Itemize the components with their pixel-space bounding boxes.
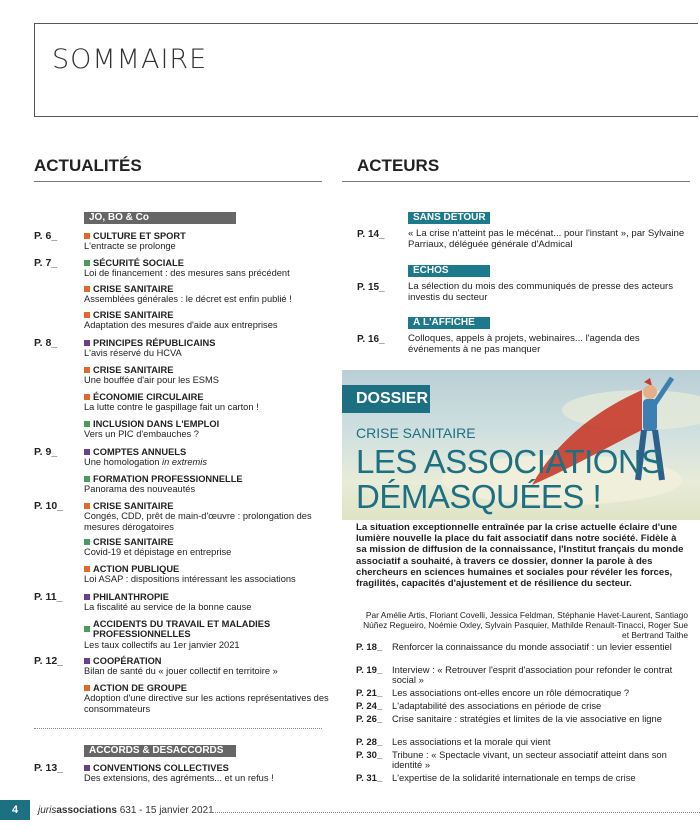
- entry-page: P. 14_: [357, 229, 385, 240]
- entry-subtitle: [84, 294, 329, 304]
- list-item: [84, 592, 329, 613]
- dossier-authors: Par Amélie Artis, Floriant Covelli, Jessica Feldman, Stéphanie Havet-Laurent, Santiago Núñez Regueiro, Noémie Oxley, Sylvain Pasquier, Mathilde Renault-Tinacci, Roger Sue et Bertrand Taithe: [363, 610, 688, 641]
- entry-category-label: CRISE SANITAIRE: [93, 537, 174, 547]
- section-heading-actualites: ACTUALITÉS: [34, 156, 142, 175]
- page-number: 4: [0, 800, 30, 820]
- entry-page: P. 15_: [357, 282, 385, 293]
- dotted-divider: [34, 728, 322, 729]
- dossier-item: Renforcer la connaissance du monde associatif : un levier essentiel: [392, 641, 672, 652]
- entry-subtitle-text: L'avis réservé du HCVA: [84, 348, 182, 359]
- entry-category: [84, 258, 329, 268]
- list-item: [84, 683, 329, 714]
- list-item: [84, 284, 329, 305]
- acteurs-text: Colloques, appels à projets, webinaires... l'agenda des événements à ne pas manquer: [408, 333, 640, 355]
- entry-category-label: ACTION DE GROUPE: [93, 683, 188, 693]
- orange-square-icon: [84, 566, 90, 572]
- entry-page: P. 11_: [34, 591, 63, 603]
- entry-category-label: ACTION PUBLIQUE: [93, 564, 180, 574]
- dossier-tab: DOSSIER: [342, 385, 430, 413]
- entry-category: [84, 763, 329, 773]
- entry-subtitle-text: La fiscalité au service de la bonne cause: [84, 602, 252, 613]
- entry-category: [84, 392, 329, 402]
- dossier-subtitle: CRISE SANITAIRE: [356, 425, 476, 441]
- orange-square-icon: [84, 685, 90, 691]
- entry-category: [84, 338, 329, 348]
- entry-category: [84, 231, 329, 241]
- green-square-icon: [84, 476, 90, 482]
- entry-category: [84, 683, 329, 693]
- purple-square-icon: [84, 594, 90, 600]
- green-square-icon: [84, 260, 90, 266]
- list-item: [84, 619, 329, 650]
- list-item: [84, 231, 329, 252]
- acteurs-band: SANS DÉTOUR: [408, 212, 490, 224]
- entry-subtitle: [84, 241, 329, 251]
- entry-subtitle-text: Bilan de santé du « jouer collectif en territoire »: [84, 666, 278, 677]
- entry-category: [84, 656, 329, 666]
- acteurs-text: La sélection du mois des communiqués de presse des acteurs investis du secteur: [408, 281, 674, 303]
- entry-subtitle: [84, 320, 329, 330]
- entry-category: [84, 501, 329, 511]
- acteurs-text: « La crise n'atteint pas le mécénat... pour l'instant », par Sylvaine Parriaux, déléguée générale d'Admical: [408, 228, 685, 250]
- entry-subtitle: [84, 511, 329, 532]
- list-item: [84, 537, 329, 558]
- entry-category: [84, 537, 329, 547]
- entry-page: P. 31_: [356, 773, 383, 784]
- list-item: [84, 474, 329, 495]
- band-jo-bo: JO, BO & Co: [84, 212, 236, 224]
- list-item: [84, 501, 329, 532]
- entry-subtitle: [84, 693, 329, 714]
- entry-subtitle-text: Des extensions, des agréments... et un refus !: [84, 773, 274, 784]
- entry-page: P. 30_: [356, 750, 383, 761]
- orange-square-icon: [84, 233, 90, 239]
- entry-category-label: CRISE SANITAIRE: [93, 365, 174, 375]
- entry-page: P. 28_: [356, 737, 383, 748]
- purple-square-icon: [84, 765, 90, 771]
- dossier-item: L'expertise de la solidarité internationale en temps de crise: [392, 772, 636, 783]
- actualites-list: [34, 230, 334, 714]
- entry-subtitle-text: Une homologation: [84, 457, 163, 468]
- entry-category-label: PRINCIPES RÉPUBLICAINS: [93, 338, 216, 348]
- entry-subtitle-text: Covid-19 et dépistage en entreprise: [84, 547, 232, 558]
- list-item: [84, 656, 329, 677]
- entry-category-label: CONVENTIONS COLLECTIVES: [93, 763, 229, 773]
- entry-subtitle-text: La lutte contre le gaspillage fait un carton !: [84, 402, 259, 413]
- purple-square-icon: [84, 658, 90, 664]
- entry-category-label: INCLUSION DANS L'EMPLOI: [93, 419, 220, 429]
- entry-category-label: CRISE SANITAIRE: [93, 310, 174, 320]
- entry-page: P. 21_: [356, 688, 383, 699]
- entry-page: P. 10_: [34, 500, 64, 512]
- entry-category: [84, 447, 329, 457]
- section-divider: [34, 181, 322, 182]
- acteurs-band: À L'AFFICHE: [408, 317, 490, 329]
- page-title: SOMMAIRE: [52, 44, 208, 75]
- entry-subtitle-text: Loi de financement : des mesures sans précédent: [84, 268, 290, 279]
- entry-subtitle-text: Adaptation des mesures d'aide aux entreprises: [84, 320, 278, 331]
- dossier-item: Tribune : « Spectacle vivant, un secteur associatif atteint dans son identité »: [392, 749, 667, 771]
- entry-category-label: SÉCURITÉ SOCIALE: [93, 258, 184, 268]
- entry-page: P. 12_: [34, 655, 64, 667]
- purple-square-icon: [84, 449, 90, 455]
- entry-subtitle-text: Adoption d'une directive sur les actions représentatives des consommateurs: [84, 693, 329, 714]
- dossier-title-line1: LES ASSOCIATIONS: [356, 443, 663, 480]
- list-item: [84, 310, 329, 331]
- list-item: [84, 365, 329, 386]
- dossier-item: L'adaptabilité des associations en période de crise: [392, 700, 602, 711]
- entry-page: P. 24_: [356, 701, 383, 712]
- accords-list: [34, 763, 334, 793]
- entry-subtitle-text: Assemblées générales : le décret est enfin publié !: [84, 294, 292, 305]
- entry-category-label: CRISE SANITAIRE: [93, 501, 174, 511]
- section-heading-acteurs: ACTEURS: [357, 156, 440, 175]
- entry-page: P. 8_: [34, 337, 58, 349]
- entry-subtitle: [84, 375, 329, 385]
- entry-subtitle: [84, 547, 329, 557]
- orange-square-icon: [84, 286, 90, 292]
- entry-page: P. 6_: [34, 230, 58, 242]
- footer-issue: [38, 805, 214, 816]
- entry-subtitle-text: Une bouffée d'air pour les ESMS: [84, 375, 219, 386]
- entry-category: [84, 365, 329, 375]
- list-item: [84, 763, 329, 784]
- orange-square-icon: [84, 503, 90, 509]
- dossier-intro: La situation exceptionnelle entraînée par la crise actuelle éclaire d'une lumière nouvelle la place du fait associatif dans notre société. Fidèle à sa mission de diffusion de la connaissance, l'Institut français du monde associatif a souhaité, à travers ce dossier, donner la parole à des chercheurs en sciences humaines et sociales pour révéler les forces, fragilités, capacités d'ajustement et de résilience du secteur.: [356, 522, 684, 590]
- entry-category: [84, 310, 329, 320]
- entry-subtitle: [84, 457, 329, 467]
- list-item: [84, 338, 329, 359]
- brand-associations: associations: [56, 805, 117, 816]
- section-divider: [342, 181, 690, 182]
- entry-subtitle: [84, 574, 329, 584]
- entry-category: [84, 564, 329, 574]
- entry-subtitle: [84, 402, 329, 412]
- entry-category: [84, 474, 329, 484]
- entry-page: P. 26_: [356, 714, 383, 725]
- entry-page: P. 19_: [356, 665, 383, 676]
- entry-subtitle: [84, 666, 329, 676]
- entry-category-label: CRISE SANITAIRE: [93, 284, 174, 294]
- list-item: [84, 392, 329, 413]
- list-item: [84, 258, 329, 279]
- acteurs-band: ÉCHOS: [408, 265, 490, 277]
- entry-category: [84, 592, 329, 602]
- entry-subtitle: [84, 484, 329, 494]
- entry-page: P. 16_: [357, 334, 385, 345]
- dossier-list: [356, 642, 696, 792]
- dossier-item: Les associations ont-elles encore un rôle démocratique ?: [392, 687, 630, 698]
- entry-category: [84, 284, 329, 294]
- entry-category-label: ÉCONOMIE CIRCULAIRE: [93, 392, 204, 402]
- entry-category: [84, 419, 329, 429]
- entry-subtitle: [84, 773, 329, 783]
- green-square-icon: [84, 626, 90, 632]
- entry-subtitle-italic: in extremis: [162, 457, 207, 468]
- orange-square-icon: [84, 312, 90, 318]
- entry-category-label: PHILANTHROPIE: [93, 592, 169, 602]
- orange-square-icon: [84, 394, 90, 400]
- purple-square-icon: [84, 340, 90, 346]
- entry-subtitle: [84, 268, 329, 278]
- brand-juris: juris: [38, 805, 57, 816]
- entry-subtitle: [84, 348, 329, 358]
- entry-page: P. 7_: [34, 257, 58, 269]
- entry-category-label: CULTURE ET SPORT: [93, 231, 186, 241]
- band-accords: ACCORDS & DÉSACCORDS: [84, 745, 236, 757]
- green-square-icon: [84, 539, 90, 545]
- dossier-item: Les associations et la morale qui vient: [392, 736, 551, 747]
- list-item: [84, 564, 329, 585]
- list-item: [84, 447, 329, 468]
- list-item: [84, 419, 329, 440]
- acteurs-list: [357, 212, 692, 362]
- entry-category-label: ACCIDENTS DU TRAVAIL ET MALADIES PROFESSIONNELLES: [93, 619, 271, 640]
- green-square-icon: [84, 421, 90, 427]
- entry-category: [84, 619, 329, 640]
- entry-subtitle-text: Loi ASAP : dispositions intéressant les associations: [84, 574, 296, 585]
- dossier-item: Crise sanitaire : stratégies et limites de la vie associative en ligne: [392, 713, 662, 724]
- entry-category-label: COOPÉRATION: [93, 656, 162, 666]
- issue-info: 631 - 15 janvier 2021: [116, 805, 214, 816]
- entry-subtitle: [84, 602, 329, 612]
- entry-page: P. 9_: [34, 446, 58, 458]
- entry-category-label: COMPTES ANNUELS: [93, 447, 187, 457]
- entry-subtitle-text: Les taux collectifs au 1er janvier 2021: [84, 639, 240, 650]
- entry-subtitle-text: Vers un PIC d'embauches ?: [84, 429, 199, 440]
- entry-subtitle-text: Panorama des nouveautés: [84, 484, 196, 495]
- entry-subtitle-text: L'entracte se prolonge: [84, 241, 176, 252]
- entry-page: P. 13_: [34, 762, 64, 774]
- dossier-item: Interview : « Retrouver l'esprit d'association pour refonder le contrat social »: [392, 664, 673, 686]
- entry-subtitle: [84, 640, 329, 650]
- entry-page: P. 18_: [356, 642, 383, 653]
- orange-square-icon: [84, 367, 90, 373]
- entry-subtitle-text: Congés, CDD, prêt de main-d'œuvre : prolongation des mesures dérogatoires: [84, 511, 312, 532]
- entry-subtitle: [84, 429, 329, 439]
- entry-category-label: FORMATION PROFESSIONNELLE: [93, 474, 243, 484]
- dossier-title-line2: DÉMASQUÉES !: [356, 478, 602, 515]
- footer-divider: [200, 812, 700, 813]
